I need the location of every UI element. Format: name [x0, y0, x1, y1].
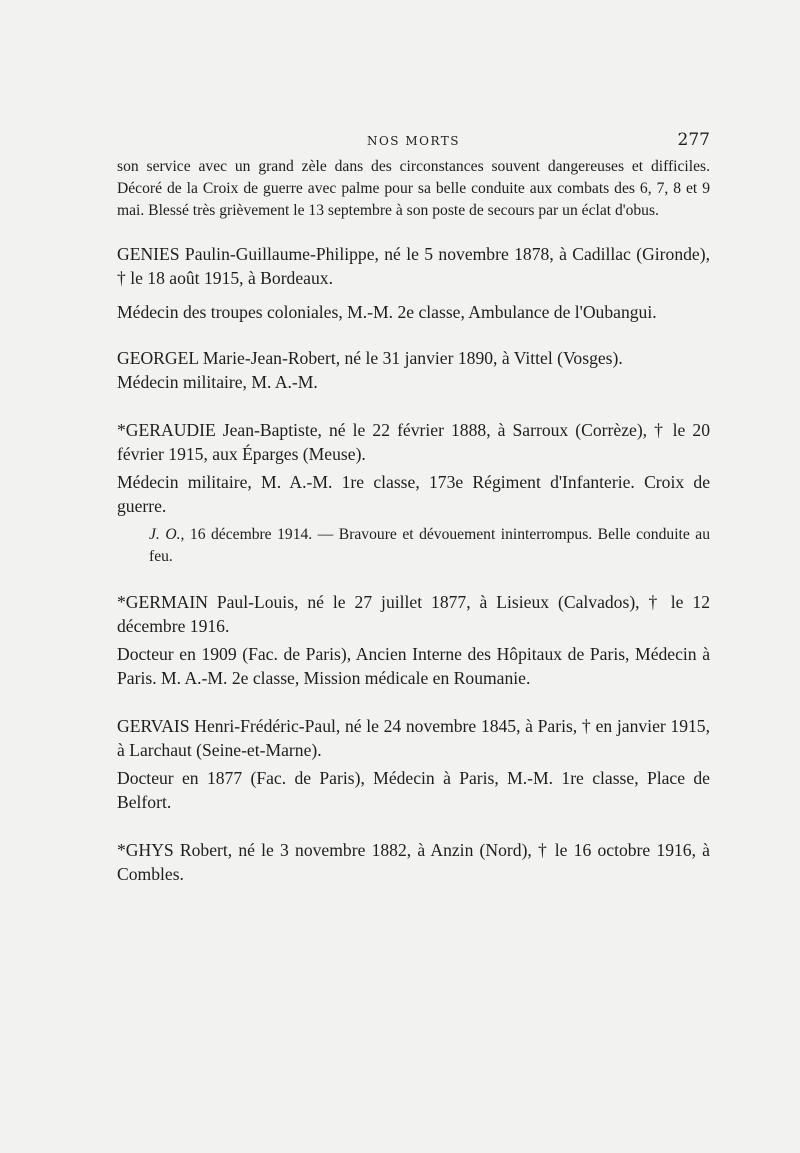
entry-ghys	[117, 838, 710, 886]
entry-head: GENIES Paulin-Guillaume-Philippe, né le 5 novembre 1878, à Cadillac (Gironde), † le 18 août 1915, à Bordeaux.	[117, 244, 710, 288]
entry-head: *GERAUDIE Jean-Baptiste, né le 22 février 1888, à Sarroux (Corrèze), † le 20 février 1915, aux Éparges (Meuse).	[117, 420, 710, 464]
entry-genies	[117, 242, 710, 324]
entry-gervais	[117, 714, 710, 814]
citation	[117, 524, 710, 568]
entry-head: GERVAIS Henri-Frédéric-Paul, né le 24 novembre 1845, à Paris, † en janvier 1915, à Larchaut (Seine-et-Marne).	[117, 716, 710, 760]
entry-detail: Docteur en 1909 (Fac. de Paris), Ancien Interne des Hôpitaux de Paris, Médecin à Paris. M. A.-M. 2e classe, Mission médicale en Roumanie.	[117, 644, 710, 688]
running-title: NOS MORTS	[366, 134, 461, 148]
entry-detail: Médecin militaire, M. A.-M. 1re classe, 173e Régiment d'Infanterie. Croix de guerre.	[117, 472, 710, 516]
entry-detail: Docteur en 1877 (Fac. de Paris), Médecin à Paris, M.-M. 1re classe, Place de Belfort.	[117, 768, 710, 812]
citation-text: 16 décembre 1914. — Bravoure et dévouement ininterrompus. Belle conduite au feu.	[149, 526, 710, 565]
entry-head: *GERMAIN Paul-Louis, né le 27 juillet 1877, à Lisieux (Calvados), † le 12 décembre 1916.	[117, 592, 710, 636]
running-head	[117, 130, 710, 152]
page-number: 277	[677, 130, 710, 150]
entry-geraudie	[117, 418, 710, 568]
entry-germain	[117, 590, 710, 690]
entry-head: *GHYS Robert, né le 3 novembre 1882, à Anzin (Nord), † le 16 octobre 1916, à Combles.	[117, 840, 710, 884]
page-body	[117, 156, 710, 886]
entry-head: GEORGEL Marie-Jean-Robert, né le 31 janvier 1890, à Vittel (Vosges).	[117, 348, 623, 368]
entry-georgel	[117, 346, 710, 394]
entry-detail: Médecin militaire, M. A.-M.	[117, 372, 318, 392]
citation-source: J. O.,	[149, 526, 185, 543]
intro-paragraph: son service avec un grand zèle dans des circonstances souvent dangereuses et difficiles. Décoré de la Croix de guerre avec palme pour sa belle conduite aux combats des 6, 7, 8 et 9 mai. Blessé très grièvement le 13 septembre à son poste de secours par un éclat d'obus.	[117, 158, 710, 219]
entry-detail: Médecin des troupes coloniales, M.-M. 2e classe, Ambulance de l'Oubangui.	[117, 302, 657, 322]
